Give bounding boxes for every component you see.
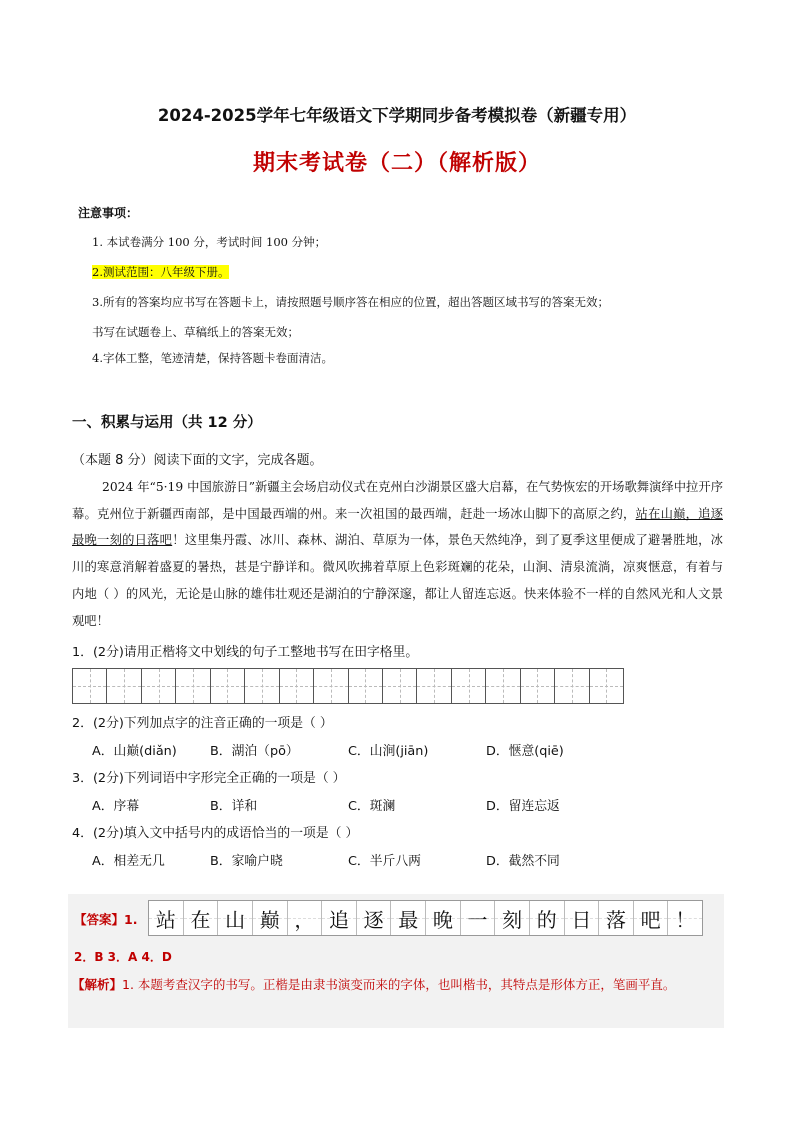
question-2: 2．(2分)下列加点字的注音正确的一项是（ ） <box>72 716 333 731</box>
section-heading: 一、积累与运用（共 12 分） <box>72 415 262 431</box>
q4-option-b: B．家喻户晓 <box>210 854 283 869</box>
section-intro: （本题 8 分）阅读下面的文字，完成各题。 <box>72 453 323 468</box>
question-1: 1．(2分)请用正楷将文中划线的句子工整地书写在田字格里。 <box>72 645 419 660</box>
question-4: 4．(2分)填入文中括号内的成语恰当的一项是（ ） <box>72 826 359 841</box>
notice-item-4: 4.字体工整，笔迹清楚，保持答题卡卷面清洁。 <box>92 351 333 365</box>
grid-cell <box>211 669 245 703</box>
grid-cell <box>590 669 623 703</box>
answer-char-cell: 晚 <box>426 901 461 935</box>
passage-part-2: ！这里集丹霞、冰川、森林、湖泊、草原为一体，景色天然纯净，到了夏季这里便成了避暑胜地，冰川的寒意消解着盛夏的暑热，甚是宁静详和。微风吹拂着草原上色彩斑斓的花朵，山涧、清泉流淌，凉爽惬意，有着与内地（ ）的风光，无论是山脉的雄伟壮观还是湖泊的宁静深邃，都让人留连忘返。快来体验不一样的自然风光和人文景观吧！ <box>72 533 723 628</box>
notice-item-3: 3.所有的答案均应书写在答题卡上，请按照题号顺序答在相应的位置，超出答题区域书写的答案无效； <box>92 295 609 309</box>
answer-char-cell: ， <box>288 901 323 935</box>
q2-option-b: B．湖泊（pō） <box>210 744 299 759</box>
answer-char-cell: 日 <box>565 901 600 935</box>
answer-char-cell: 站 <box>149 901 184 935</box>
answer-char-cell: 一 <box>461 901 496 935</box>
q2-option-a: A．山巅(diǎn) <box>92 744 177 759</box>
question-3: 3．(2分)下列词语中字形完全正确的一项是（ ） <box>72 771 346 786</box>
q2-option-c: C．山涧(jiān) <box>348 744 429 759</box>
grid-cell <box>452 669 486 703</box>
answer-writing-grid <box>148 900 703 936</box>
q2-option-d: D．惬意(qiē) <box>486 744 564 759</box>
grid-cell <box>417 669 451 703</box>
notice-item-1: 1. 本试卷满分 100 分，考试时间 100 分钟； <box>92 235 327 249</box>
answer-char-cell: 落 <box>599 901 634 935</box>
answer-label: 【答案】1. <box>74 912 138 927</box>
grid-cell <box>176 669 210 703</box>
grid-cell <box>486 669 520 703</box>
grid-cell <box>245 669 279 703</box>
notice-item-2 <box>92 264 229 280</box>
answer-char-cell: 追 <box>322 901 357 935</box>
answer-char-cell: 刻 <box>495 901 530 935</box>
analysis-label: 【解析】 <box>72 977 123 992</box>
grid-cell <box>521 669 555 703</box>
grid-cell <box>280 669 314 703</box>
grid-cell <box>142 669 176 703</box>
answer-char-cell: ！ <box>668 901 702 935</box>
reading-passage <box>72 474 723 634</box>
document-title: 2024-2025学年七年级语文下学期同步备考模拟卷（新疆专用） <box>157 106 637 125</box>
grid-cell <box>314 669 348 703</box>
answer-choices: 2．B 3．A 4．D <box>74 950 172 964</box>
passage-underlined-sentence: 站在山巅，追逐最晚一刻的日落吧 <box>72 506 723 548</box>
answer-char-cell: 最 <box>391 901 426 935</box>
q4-option-d: D．截然不同 <box>486 854 560 869</box>
answer-char-cell: 巅 <box>253 901 288 935</box>
answer-char-cell: 山 <box>218 901 253 935</box>
passage-part-1: 2024 年“5·19 中国旅游日”新疆主会场启动仪式在克州白沙湖景区盛大启幕，在气势恢宏的开场歌舞演绎中拉开序幕。克州位于新疆西南部，是中国最西端的州。来一次祖国的最西端，赶赴一场冰山脚下的高原之约， <box>72 480 723 521</box>
answer-char-cell: 在 <box>184 901 219 935</box>
q3-option-a: A．序幕 <box>92 799 140 814</box>
notice-item-2-text: 2.测试范围：八年级下册。 <box>92 265 230 279</box>
q3-option-b: B．详和 <box>210 799 258 814</box>
notice-item-3-cont: 书写在试题卷上、草稿纸上的答案无效； <box>92 325 299 339</box>
grid-cell <box>383 669 417 703</box>
q4-option-c: C．半斤八两 <box>348 854 421 869</box>
answer-char-cell: 吧 <box>634 901 669 935</box>
answer-char-cell: 逐 <box>357 901 392 935</box>
grid-cell <box>107 669 141 703</box>
analysis-text <box>72 971 723 998</box>
document-subtitle: 期末考试卷（二）（解析版） <box>252 151 541 176</box>
q3-option-d: D．留连忘返 <box>486 799 560 814</box>
notice-heading: 注意事项： <box>78 206 139 220</box>
grid-cell <box>73 669 107 703</box>
grid-cell <box>349 669 383 703</box>
grid-cell <box>555 669 589 703</box>
answer-char-cell: 的 <box>530 901 565 935</box>
q3-option-c: C．斑澜 <box>348 799 396 814</box>
analysis-body: 1. 本题考查汉字的书写。正楷是由隶书演变而来的字体，也叫楷书，其特点是形体方正，笔画平直。 <box>122 977 676 992</box>
q4-option-a: A．相差无几 <box>92 854 165 869</box>
writing-grid[interactable] <box>72 668 624 704</box>
